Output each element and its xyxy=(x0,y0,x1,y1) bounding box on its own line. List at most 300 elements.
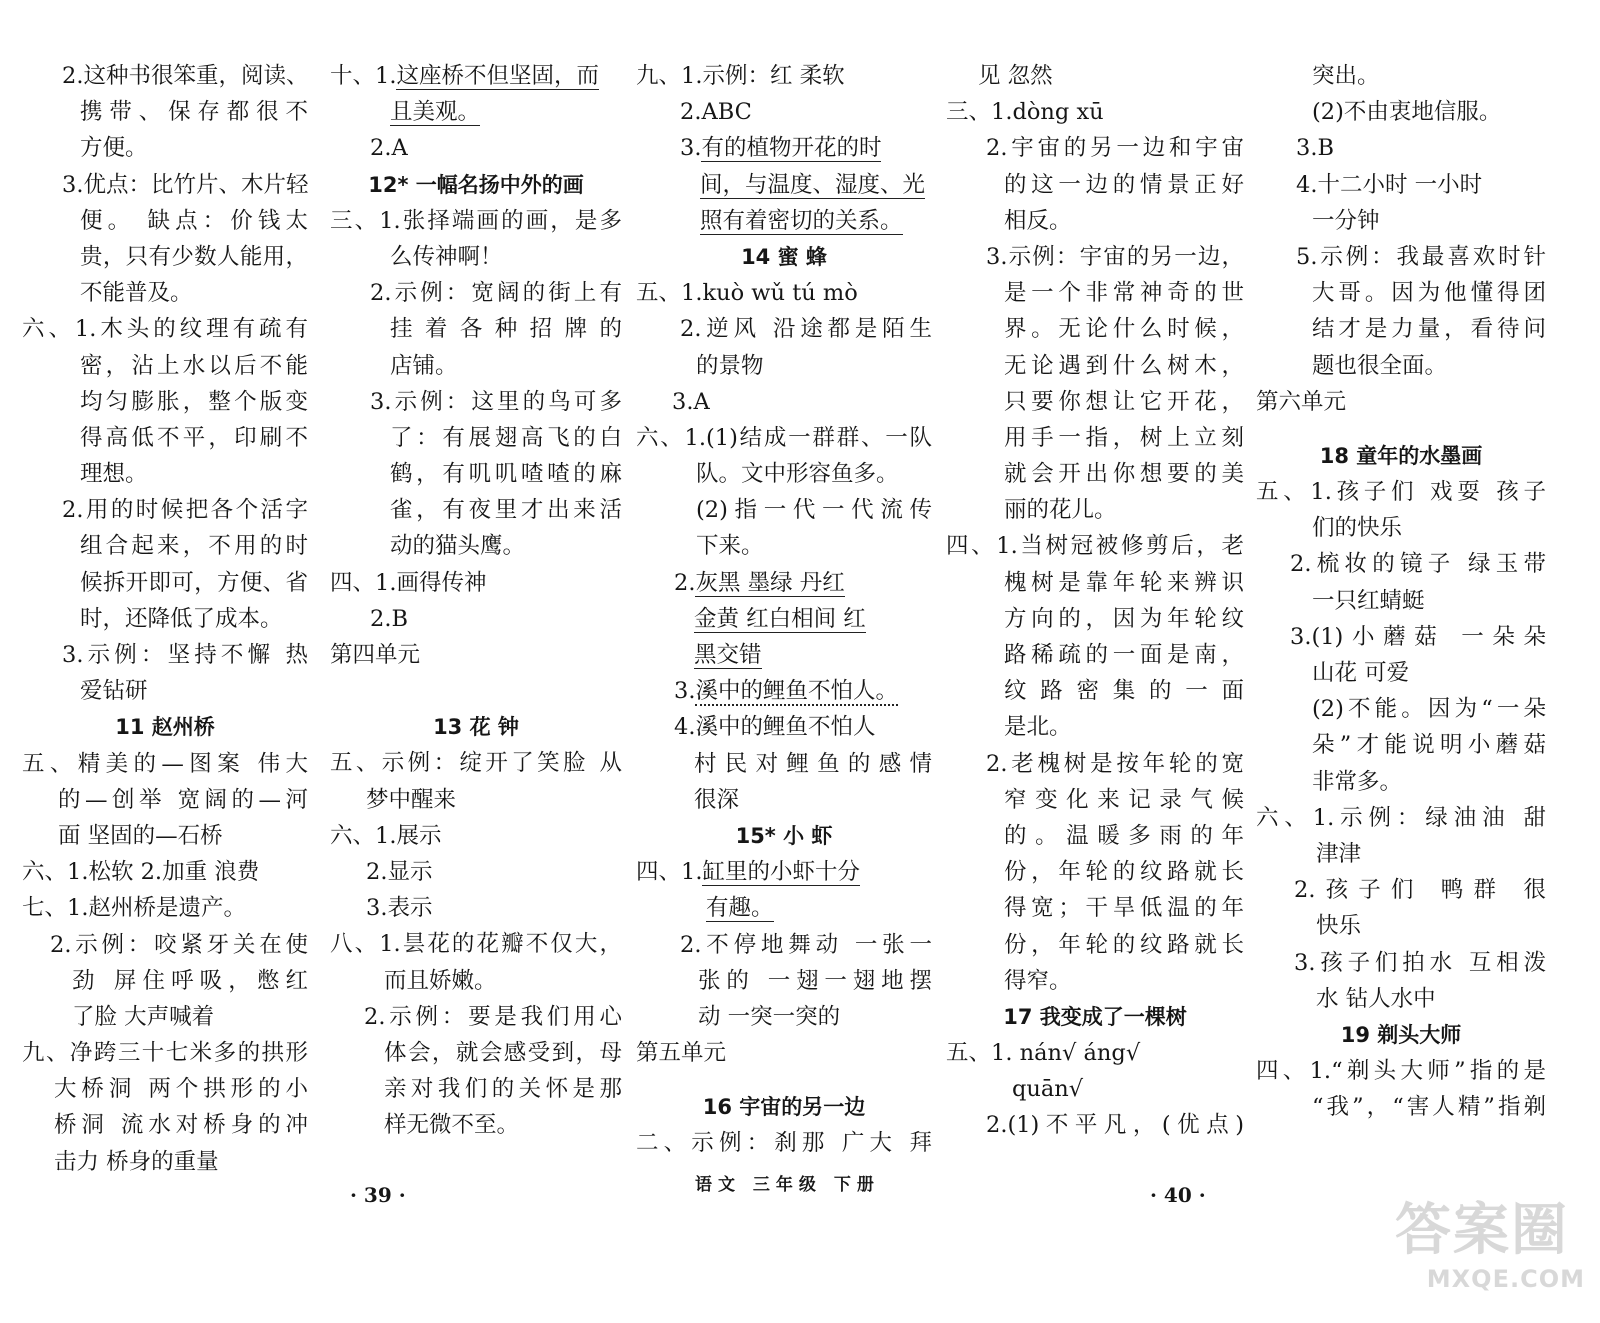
answer-line xyxy=(636,492,932,528)
answer-text: 下来。 xyxy=(696,533,764,560)
answer-line xyxy=(22,1035,308,1071)
answer-line xyxy=(1256,836,1546,872)
unit-title xyxy=(1256,384,1546,420)
answer-line-content xyxy=(1312,1089,1546,1125)
answer-line-content xyxy=(986,239,1244,275)
answer-line xyxy=(22,239,308,275)
answer-line xyxy=(22,746,308,782)
spacer xyxy=(636,1071,932,1089)
answer-line xyxy=(1256,872,1546,908)
answer-text: 张的 一翅一翅地摆 xyxy=(698,967,932,994)
answer-text: 2.ABC xyxy=(680,99,752,126)
answer-line-content xyxy=(330,745,622,781)
answer-line-content xyxy=(384,1071,622,1107)
answer-line xyxy=(1256,474,1546,510)
answer-line xyxy=(22,167,308,203)
answer-line-content xyxy=(946,1035,1140,1071)
answer-line xyxy=(1256,348,1546,384)
answer-text: 丽的花儿。 xyxy=(1004,497,1117,524)
answer-text: 3.表示 xyxy=(366,895,433,922)
answer-line-content xyxy=(80,673,148,709)
answer-line-content xyxy=(1294,945,1546,981)
answer-line-content xyxy=(700,167,925,203)
lesson-heading xyxy=(636,818,932,854)
answer-line xyxy=(1256,275,1546,311)
answer-text: 只要你想让它开花， xyxy=(1004,388,1244,415)
answer-line-content xyxy=(62,637,308,673)
answer-line-content xyxy=(384,1035,622,1071)
answer-text: 四、1. xyxy=(636,859,703,886)
answer-line-content xyxy=(698,963,932,999)
underlined-answer: 照有着密切的关系。 xyxy=(700,207,903,234)
answer-line-content xyxy=(1012,1071,1083,1107)
underlined-answer: 间，与温度、湿度、光 xyxy=(700,171,926,198)
answer-text: 的景物 xyxy=(696,352,764,379)
answer-line xyxy=(22,1071,308,1107)
answer-line-content xyxy=(1312,311,1546,347)
answer-line-content xyxy=(22,854,259,890)
answer-line-content xyxy=(1316,836,1361,872)
answer-line xyxy=(1256,981,1546,1017)
answer-line-content xyxy=(384,963,497,999)
answer-line xyxy=(636,130,932,166)
answer-line xyxy=(22,818,308,854)
answer-line xyxy=(22,203,308,239)
answer-line-content xyxy=(22,311,308,347)
answer-text: 均匀膨胀，整个版变 xyxy=(80,388,308,415)
lesson-heading xyxy=(1256,1017,1546,1053)
answer-line-content xyxy=(1312,655,1409,691)
answer-text: 窄变化来记录气候 xyxy=(1004,786,1244,813)
answer-text: 纹路密集的一面 xyxy=(1004,678,1244,705)
answer-text: 3.A xyxy=(672,388,710,415)
answer-text: 四、1.当树冠被修剪后，老 xyxy=(946,533,1244,560)
answer-line xyxy=(946,637,1244,673)
answer-line-content xyxy=(978,58,1053,94)
answer-line xyxy=(330,528,622,564)
answer-line xyxy=(636,746,932,782)
answer-line-content xyxy=(694,601,866,637)
answer-line xyxy=(946,927,1244,963)
answer-line-content xyxy=(80,130,148,166)
answer-text: 五、1.kuò wǔ tú mò xyxy=(636,280,858,307)
answer-line xyxy=(330,420,622,456)
answer-line xyxy=(946,565,1244,601)
answer-line-content xyxy=(80,565,308,601)
answer-line-content xyxy=(390,94,480,130)
page-number-right: · 40 · xyxy=(1150,1183,1206,1207)
answer-line xyxy=(1256,239,1546,275)
answer-text: 亲对我们的关怀是那 xyxy=(384,1076,622,1103)
answer-text: 桥洞 流水对桥身的冲 xyxy=(54,1112,308,1139)
answer-line xyxy=(22,999,308,1035)
answer-line xyxy=(22,565,308,601)
answer-text: 4.十二小时 一小时 xyxy=(1296,171,1483,198)
answer-text: 界。无论什么时候， xyxy=(1004,316,1244,343)
answer-line-content xyxy=(366,782,456,818)
answer-line xyxy=(636,456,932,492)
answer-line xyxy=(330,311,622,347)
answer-line-content xyxy=(62,492,308,528)
answer-text: 津津 xyxy=(1316,840,1362,867)
answer-line-content xyxy=(62,167,308,203)
answer-line-content xyxy=(680,927,932,963)
answer-line xyxy=(636,927,932,963)
answer-line-content xyxy=(1296,130,1334,166)
answer-line-content xyxy=(80,384,308,420)
answer-text: 击力 桥身的重量 xyxy=(54,1148,219,1175)
answer-text: 三、1.dòng xū xyxy=(946,99,1104,126)
answer-text: 么传神啊！ xyxy=(390,243,503,270)
answer-line xyxy=(636,709,932,745)
answer-line-content xyxy=(694,637,762,673)
answer-column-2 xyxy=(330,58,622,1143)
answer-line xyxy=(636,275,932,311)
answer-line-content xyxy=(1296,167,1482,203)
answer-line xyxy=(330,492,622,528)
answer-line xyxy=(330,890,622,926)
answer-line-content xyxy=(1312,727,1546,763)
answer-line-content xyxy=(946,94,1104,130)
answer-line xyxy=(1256,727,1546,763)
answer-line xyxy=(946,673,1244,709)
answer-line-content xyxy=(1316,908,1361,944)
answer-line-content xyxy=(370,275,622,311)
answer-text: 相反。 xyxy=(1004,207,1072,234)
answer-line-content xyxy=(330,926,622,962)
underlined-answer: 有趣。 xyxy=(706,895,774,922)
answer-line-content xyxy=(330,58,599,94)
answer-text: 路稀疏的一面是南， xyxy=(1004,642,1244,668)
answer-line-content xyxy=(384,1107,519,1143)
answer-line-content xyxy=(636,58,845,94)
page-number-left: · 39 · xyxy=(350,1183,406,1207)
answer-line-content xyxy=(986,1107,1244,1143)
answer-line xyxy=(946,601,1244,637)
answer-line-content xyxy=(672,384,710,420)
answer-text: 很深 xyxy=(694,786,740,813)
answer-text: 2.孩子们 鸭群 很 xyxy=(1294,877,1546,904)
answer-line-content xyxy=(1004,275,1244,311)
answer-line xyxy=(22,601,308,637)
underlined-answer: 且美观。 xyxy=(390,99,481,126)
answer-text: 一分钟 xyxy=(1312,207,1380,234)
answer-line xyxy=(1256,764,1546,800)
answer-text: “我”，“害人精”指剃 xyxy=(1312,1094,1546,1121)
answer-text: 组合起来，不用的时 xyxy=(80,533,308,560)
answer-line-content xyxy=(674,673,898,709)
answer-text: 3.(1)小蘑菇 一朵朵 xyxy=(1290,623,1546,650)
answer-text: 3. xyxy=(680,135,702,162)
answer-line xyxy=(636,167,932,203)
answer-line-content xyxy=(1290,619,1546,655)
answer-line-content xyxy=(696,528,764,564)
answer-text: 了：有展翅高飞的白 xyxy=(390,424,622,451)
answer-text: (2)不由衷地信服。 xyxy=(1312,99,1502,126)
answer-line-content xyxy=(986,746,1244,782)
answer-text: (2)不能。因为“一朵 xyxy=(1312,696,1546,723)
answer-line xyxy=(636,854,932,890)
answer-line-content xyxy=(674,709,875,745)
answer-line xyxy=(330,1107,622,1143)
lesson-heading-text: 13 花 钟 xyxy=(433,715,519,740)
answer-text: 用手一指，树上立刻 xyxy=(1004,424,1244,451)
answer-line-content xyxy=(1296,239,1546,275)
answer-column-4 xyxy=(946,58,1244,1144)
answer-line xyxy=(22,275,308,311)
answer-line xyxy=(330,384,622,420)
answer-text: 3.示例：宇宙的另一边， xyxy=(986,243,1244,270)
answer-line-content xyxy=(1004,927,1244,963)
answer-line-content xyxy=(80,275,193,311)
answer-line xyxy=(946,203,1244,239)
answer-line xyxy=(636,384,932,420)
answer-line-content xyxy=(58,782,308,818)
answer-text: 候拆开即可，方便、省 xyxy=(80,569,308,596)
answer-line xyxy=(22,420,308,456)
answer-text: 六、1.木头的纹理有疏有 xyxy=(22,316,308,343)
answer-text: 2.这种书很笨重，阅读、 xyxy=(62,63,308,89)
answer-text: 槐树是靠年轮来辨识 xyxy=(1004,569,1244,596)
answer-text: 方向的，因为年轮纹 xyxy=(1004,605,1244,632)
answer-line-content xyxy=(1256,474,1546,510)
answer-line-content xyxy=(696,348,764,384)
answer-line xyxy=(330,203,622,239)
answer-text: 2.不停地舞动 一张一 xyxy=(680,931,932,958)
answer-line xyxy=(946,854,1244,890)
answer-line-content xyxy=(706,890,774,926)
answer-text: 六、1.展示 xyxy=(330,822,442,849)
answer-line xyxy=(636,963,932,999)
answer-line xyxy=(330,1035,622,1071)
answer-line xyxy=(946,1035,1244,1071)
answer-line xyxy=(1256,619,1546,655)
answer-line xyxy=(946,492,1244,528)
answer-line xyxy=(330,239,622,275)
answer-line xyxy=(22,637,308,673)
answer-text: 结才是力量，看待问 xyxy=(1312,316,1546,343)
answer-line xyxy=(22,130,308,166)
answer-line xyxy=(636,999,932,1035)
answer-text: (2)指一代一代流传 xyxy=(696,497,932,524)
answer-text: 五、1.孩子们 戏耍 孩子 xyxy=(1256,479,1546,506)
answer-text: 2.示例：宽阔的街上有 xyxy=(370,280,622,307)
answer-line-content xyxy=(1004,311,1244,347)
answer-line xyxy=(946,167,1244,203)
answer-text: 六、1.(1)结成一群群、一队 xyxy=(636,424,932,451)
answer-text: 2.示例：要是我们用心 xyxy=(364,1003,622,1030)
answer-line-content xyxy=(986,130,1244,166)
answer-text: 时，还降低了成本。 xyxy=(80,605,283,632)
answer-line-content xyxy=(54,1071,308,1107)
answer-line xyxy=(946,709,1244,745)
answer-line xyxy=(636,311,932,347)
answer-line-content xyxy=(370,601,408,637)
unit-title-text: 第五单元 xyxy=(636,1040,727,1067)
answer-line xyxy=(636,637,932,673)
answer-line xyxy=(946,311,1244,347)
lesson-heading xyxy=(22,709,308,745)
answer-text: 一只红蜻蜓 xyxy=(1312,587,1425,614)
answer-text: 份，年轮的纹路就长 xyxy=(1004,931,1244,958)
answer-line xyxy=(636,1125,932,1161)
answer-line xyxy=(330,456,622,492)
answer-text: 非常多。 xyxy=(1312,768,1403,795)
answer-line xyxy=(1256,1053,1546,1089)
answer-line xyxy=(22,963,308,999)
answer-text: 四、1.“剃头大师”指的是 xyxy=(1256,1058,1546,1085)
lesson-heading-text: 15* 小 虾 xyxy=(735,823,833,848)
lesson-heading-text: 14 蜜 蜂 xyxy=(741,244,827,269)
answer-text: 们的快乐 xyxy=(1312,515,1403,542)
answer-line xyxy=(330,348,622,384)
answer-line-content xyxy=(390,528,525,564)
answer-line xyxy=(1256,546,1546,582)
answer-text: 就会开出你想要的美 xyxy=(1004,461,1244,488)
answer-line xyxy=(22,348,308,384)
answer-text: 样无微不至。 xyxy=(384,1112,520,1139)
answer-line xyxy=(946,746,1244,782)
answer-text: 密，沾上水以后不能 xyxy=(80,352,308,379)
answer-line xyxy=(1256,311,1546,347)
answer-line xyxy=(636,528,932,564)
answer-line xyxy=(946,130,1244,166)
answer-line-content xyxy=(1312,348,1447,384)
unit-title xyxy=(330,637,622,673)
answer-line xyxy=(22,890,308,926)
spacer xyxy=(330,673,622,709)
answer-line-content xyxy=(636,1125,932,1161)
wavy-underlined-answer: 溪中的鲤鱼不怕人。 xyxy=(695,678,898,705)
answer-line-content xyxy=(22,890,246,926)
answer-line xyxy=(22,673,308,709)
answer-line-content xyxy=(62,58,308,94)
answer-line xyxy=(330,926,622,962)
answer-line-content xyxy=(1316,981,1436,1017)
answer-line-content xyxy=(1004,348,1244,384)
answer-line xyxy=(636,601,932,637)
answer-text: 爱钻研 xyxy=(80,678,148,705)
answer-text: 突出。 xyxy=(1312,63,1380,89)
answer-line xyxy=(946,1071,1244,1107)
answer-text: 份，年轮的纹路就长 xyxy=(1004,859,1244,886)
answer-line-content xyxy=(1004,456,1244,492)
answer-text: 六、1.松软 2.加重 浪费 xyxy=(22,859,260,886)
answer-text: 劲 屏住呼吸，憋红 xyxy=(72,967,308,994)
answer-line xyxy=(330,130,622,166)
answer-line xyxy=(946,420,1244,456)
answer-text: 得宽；干旱低温的年 xyxy=(1004,895,1244,922)
answer-text: 2.显示 xyxy=(366,858,433,885)
answer-text: 雀，有夜里才出来活 xyxy=(390,497,622,524)
answer-line xyxy=(946,384,1244,420)
answer-line xyxy=(330,999,622,1035)
answer-line xyxy=(22,782,308,818)
answer-text: 理想。 xyxy=(80,461,148,488)
answer-text: 题也很全面。 xyxy=(1312,352,1448,379)
unit-title-text: 第四单元 xyxy=(330,642,421,668)
answer-line-content xyxy=(1004,601,1244,637)
answer-text: 九、1.示例：红 柔软 xyxy=(636,63,845,89)
answer-line xyxy=(1256,800,1546,836)
answer-line xyxy=(330,601,622,637)
underlined-answer: 金黄 红白相间 红 xyxy=(694,605,866,632)
answer-text: 了脸 大声喊着 xyxy=(72,1003,215,1030)
answer-text: 3.示例：坚持不懈 热 xyxy=(62,642,308,668)
answer-line-content xyxy=(80,203,308,239)
watermark-logo xyxy=(1395,1200,1585,1312)
answer-column-5 xyxy=(1256,58,1546,1125)
answer-line xyxy=(330,745,622,781)
answer-text: 八、1.昙花的花瓣不仅大， xyxy=(330,931,622,958)
footer-subject-grade: 语文 三年级 下册 xyxy=(695,1175,880,1195)
answer-line xyxy=(946,275,1244,311)
answer-line-content xyxy=(1004,673,1244,709)
answer-line-content xyxy=(1004,854,1244,890)
answer-line xyxy=(330,565,622,601)
answer-line-content xyxy=(694,746,932,782)
lesson-heading-text: 19 剃头大师 xyxy=(1340,1022,1462,1047)
answer-line-content xyxy=(80,420,308,456)
answer-text: 二、示例：刹那 广大 拜 xyxy=(636,1130,932,1157)
answer-line-content xyxy=(80,601,283,637)
answer-line xyxy=(946,890,1244,926)
answer-line-content xyxy=(1312,583,1425,619)
answer-line-content xyxy=(1312,510,1402,546)
answer-line-content xyxy=(698,999,840,1035)
answer-line xyxy=(946,58,1244,94)
answer-line-content xyxy=(390,420,622,456)
answer-text: 十、1. xyxy=(330,63,397,89)
answer-line-content xyxy=(1004,890,1244,926)
answer-text: 3. xyxy=(674,678,696,705)
answer-text: 而且娇嫩。 xyxy=(384,967,497,994)
answer-line-content xyxy=(636,854,860,890)
answer-line-content xyxy=(80,348,308,384)
answer-text: 2.老槐树是按年轮的宽 xyxy=(986,750,1244,777)
answer-line-content xyxy=(1004,384,1244,420)
lesson-heading-text: 16 宇宙的另一边 xyxy=(702,1095,866,1120)
answer-line xyxy=(636,348,932,384)
answer-line-content xyxy=(1256,800,1546,836)
answer-text: 三、1.张择端画的画，是多 xyxy=(330,207,622,234)
answer-line-content xyxy=(674,565,845,601)
answer-text: 2.逆风 沿途都是陌生 xyxy=(680,316,932,343)
answer-line xyxy=(22,1107,308,1143)
answer-text: 队。文中形容鱼多。 xyxy=(696,461,899,488)
answer-text: 六、1.示例：绿油油 甜 xyxy=(1256,804,1546,831)
answer-line xyxy=(636,94,932,130)
answer-text: 是北。 xyxy=(1004,714,1072,741)
answer-text: 的这一边的情景正好 xyxy=(1004,171,1244,198)
answer-line-content xyxy=(946,528,1244,564)
lesson-heading xyxy=(636,239,932,275)
answer-line xyxy=(1256,908,1546,944)
answer-line xyxy=(22,492,308,528)
answer-line xyxy=(1256,691,1546,727)
answer-line-content xyxy=(1312,691,1546,727)
answer-line xyxy=(22,1144,308,1180)
answer-text: 2.A xyxy=(370,135,408,162)
answer-line xyxy=(22,456,308,492)
answer-line-content xyxy=(390,311,622,347)
answer-text: 3.B xyxy=(1296,135,1335,162)
answer-line-content xyxy=(1294,872,1546,908)
answer-line-content xyxy=(1004,818,1244,854)
answer-text: 4.溪中的鲤鱼不怕人 xyxy=(674,714,876,741)
answer-line xyxy=(330,1071,622,1107)
answer-line-content xyxy=(54,1107,308,1143)
